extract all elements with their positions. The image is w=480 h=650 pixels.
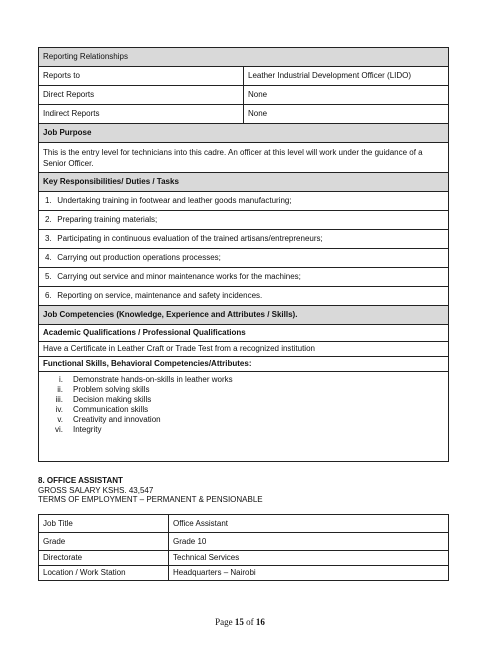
total-pages: 16 [255,617,265,627]
row-label: Reports to [39,67,244,86]
table-row [39,533,449,551]
purpose-row [39,143,449,173]
item-number: ii. [57,385,63,394]
section-heading: 8. OFFICE ASSISTANT [38,476,123,485]
responsibilities-header: Key Responsibilities/ Duties / Tasks [39,173,449,192]
purpose-header: Job Purpose [39,124,449,143]
table-row [39,86,449,105]
terms-line: TERMS OF EMPLOYMENT – PERMANENT & PENSIONABLE [38,495,263,504]
table-row [39,105,449,124]
page-footer [0,617,480,627]
skills-header: Functional Skills, Behavioral Competencies/Attributes: [39,357,449,372]
table-row [39,566,449,581]
item-text: Communication skills [73,405,149,414]
reporting-header-row [39,48,449,67]
row-label: Location / Work Station [39,566,169,581]
list-item [43,415,444,425]
item-number: v. [57,415,63,424]
responsibilities-header-row [39,173,449,192]
item-number: iii. [55,395,63,404]
purpose-header-row [39,124,449,143]
item-number: vi. [55,425,63,434]
reporting-header: Reporting Relationships [39,48,449,67]
item-text: Undertaking training in footwear and leather goods manufacturing; [57,196,292,205]
item-text: Preparing training materials; [57,215,158,224]
list-item [39,230,449,249]
item-text: Problem solving skills [73,385,150,394]
list-item [43,375,444,385]
salary-line: GROSS SALARY KSHS. 43,547 [38,485,154,495]
table-row [39,515,449,533]
item-text: Demonstrate hands-on-skills in leather works [73,375,233,384]
row-value: Grade 10 [169,533,449,551]
item-text: Participating in continuous evaluation of the trained artisans/entrepreneurs; [57,234,323,243]
list-item [43,405,444,415]
qualifications-text: Have a Certificate in Leather Craft or Trade Test from a recognized institution [39,342,449,357]
item-number: 2. [45,215,52,224]
skills-row [39,372,449,462]
page-word: Page [215,617,233,627]
item-number: 4. [45,253,52,262]
list-item [39,268,449,287]
row-label: Directorate [39,551,169,566]
qualifications-header: Academic Qualifications / Professional Qualifications [39,325,449,342]
job-spec-table [38,47,449,462]
item-number: 1. [45,196,52,205]
item-text: Decision making skills [73,395,152,404]
list-item [39,249,449,268]
qualifications-row [39,342,449,357]
item-text: Creativity and innovation [73,415,161,424]
purpose-text: This is the entry level for technicians into this cadre. An officer at this level will work under the guidance of a Senior Officer. [39,143,449,173]
list-item [43,425,444,435]
item-text: Integrity [73,425,102,434]
row-value: Office Assistant [169,515,449,533]
table-row [39,67,449,86]
qualifications-header-row [39,325,449,342]
item-number: 6. [45,291,52,300]
row-value: Technical Services [169,551,449,566]
item-number: iv. [55,405,63,414]
item-number: 3. [45,234,52,243]
office-assistant-table [38,514,449,581]
item-text: Reporting on service, maintenance and safety incidences. [57,291,263,300]
item-text: Carrying out service and minor maintenance works for the machines; [57,272,301,281]
row-value: None [244,105,449,124]
competencies-header-row [39,306,449,325]
list-item [43,385,444,395]
list-item [43,395,444,405]
item-number: i. [59,375,63,384]
item-number: 5. [45,272,52,281]
of-word: of [246,617,254,627]
current-page: 15 [234,617,244,627]
row-value: Headquarters – Nairobi [169,566,449,581]
item-text: Carrying out production operations processes; [57,253,221,262]
list-item [39,192,449,211]
competencies-header: Job Competencies (Knowledge, Experience and Attributes / Skills). [39,306,449,325]
row-label: Direct Reports [39,86,244,105]
row-label: Job Title [39,515,169,533]
section-8 [38,476,263,505]
list-item [39,287,449,306]
row-value: None [244,86,449,105]
skills-header-row [39,357,449,372]
skills-list [43,375,444,435]
row-label: Indirect Reports [39,105,244,124]
row-value: Leather Industrial Development Officer (LIDO) [244,67,449,86]
table-row [39,551,449,566]
row-label: Grade [39,533,169,551]
list-item [39,211,449,230]
